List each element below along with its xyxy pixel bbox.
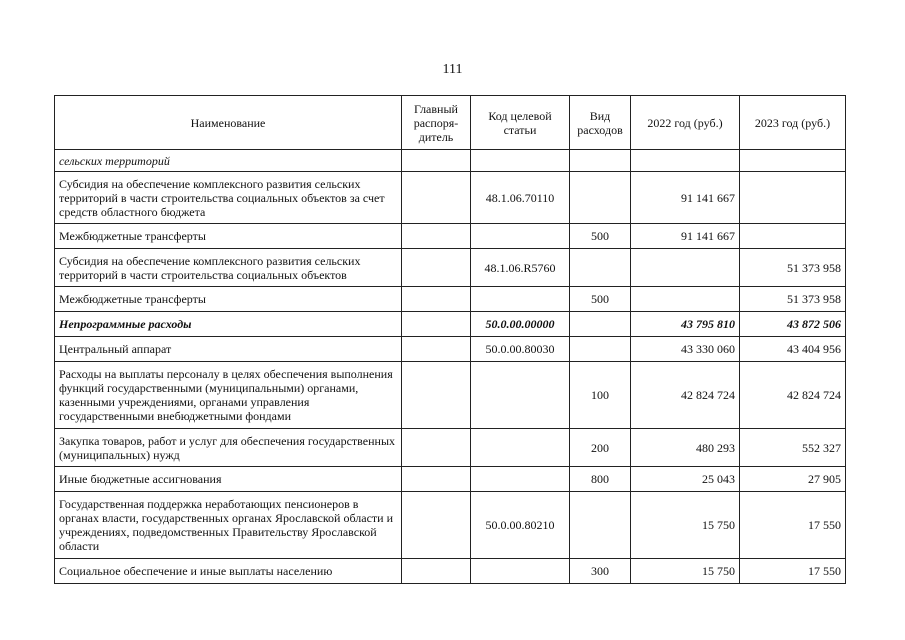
cell-type — [570, 337, 631, 362]
cell-2022: 15 750 — [631, 559, 740, 584]
table-row — [55, 150, 846, 172]
cell-code — [471, 559, 570, 584]
table-row — [55, 287, 846, 312]
cell-type: 500 — [570, 287, 631, 312]
cell-admin — [402, 492, 471, 559]
table-row — [55, 249, 846, 287]
cell-2022 — [631, 287, 740, 312]
cell-code: 50.0.00.80210 — [471, 492, 570, 559]
cell-type: 200 — [570, 429, 631, 467]
table-row — [55, 559, 846, 584]
cell-2022: 43 330 060 — [631, 337, 740, 362]
table-row — [55, 467, 846, 492]
cell-admin — [402, 224, 471, 249]
cell-name: Центральный аппарат — [55, 337, 402, 362]
table-row — [55, 429, 846, 467]
cell-code: 48.1.06.R5760 — [471, 249, 570, 287]
cell-type — [570, 249, 631, 287]
cell-code: 50.0.00.00000 — [471, 312, 570, 337]
header-code: Код целевой статьи — [471, 96, 570, 150]
cell-code — [471, 467, 570, 492]
table-header-row — [55, 96, 846, 150]
cell-2023: 552 327 — [740, 429, 846, 467]
header-type: Вид расходов — [570, 96, 631, 150]
table-row — [55, 172, 846, 224]
header-2023: 2023 год (руб.) — [740, 96, 846, 150]
cell-2023: 27 905 — [740, 467, 846, 492]
cell-admin — [402, 337, 471, 362]
header-2022: 2022 год (руб.) — [631, 96, 740, 150]
cell-type: 300 — [570, 559, 631, 584]
cell-2023: 17 550 — [740, 559, 846, 584]
cell-code — [471, 362, 570, 429]
cell-2022 — [631, 150, 740, 172]
cell-2023: 51 373 958 — [740, 249, 846, 287]
cell-admin — [402, 312, 471, 337]
cell-2023: 17 550 — [740, 492, 846, 559]
cell-name: Расходы на выплаты персоналу в целях обеспечения выполнения функций государственными (муниципальными) органами, казенными учреждениями, органами управления государственными внебюджетными фондами — [55, 362, 402, 429]
cell-type — [570, 312, 631, 337]
cell-2023: 43 404 956 — [740, 337, 846, 362]
cell-2023: 51 373 958 — [740, 287, 846, 312]
cell-2022: 480 293 — [631, 429, 740, 467]
cell-name: Субсидия на обеспечение комплексного развития сельских территорий в части строительства социальных объектов — [55, 249, 402, 287]
cell-admin — [402, 559, 471, 584]
table-row — [55, 362, 846, 429]
cell-admin — [402, 150, 471, 172]
cell-name: Социальное обеспечение и иные выплаты населению — [55, 559, 402, 584]
header-name: Наименование — [55, 96, 402, 150]
table-row — [55, 312, 846, 337]
cell-type — [570, 492, 631, 559]
cell-2022 — [631, 249, 740, 287]
cell-admin — [402, 362, 471, 429]
cell-admin — [402, 429, 471, 467]
cell-admin — [402, 249, 471, 287]
cell-name: Государственная поддержка неработающих пенсионеров в органах власти, государственных органах Ярославской области и учреждениях, подведомственных Правительству Ярославской области — [55, 492, 402, 559]
cell-2023 — [740, 224, 846, 249]
cell-admin — [402, 172, 471, 224]
cell-2023: 43 872 506 — [740, 312, 846, 337]
table-row — [55, 337, 846, 362]
cell-type — [570, 172, 631, 224]
cell-2022: 43 795 810 — [631, 312, 740, 337]
cell-type — [570, 150, 631, 172]
cell-code: 50.0.00.80030 — [471, 337, 570, 362]
cell-2022: 25 043 — [631, 467, 740, 492]
cell-admin — [402, 287, 471, 312]
cell-code — [471, 287, 570, 312]
cell-name: Закупка товаров, работ и услуг для обеспечения государственных (муниципальных) нужд — [55, 429, 402, 467]
cell-name: Иные бюджетные ассигнования — [55, 467, 402, 492]
cell-code — [471, 224, 570, 249]
cell-code — [471, 429, 570, 467]
cell-code — [471, 150, 570, 172]
cell-2023 — [740, 150, 846, 172]
cell-2022: 42 824 724 — [631, 362, 740, 429]
cell-2023 — [740, 172, 846, 224]
cell-2023: 42 824 724 — [740, 362, 846, 429]
cell-2022: 91 141 667 — [631, 172, 740, 224]
cell-name: Непрограммные расходы — [55, 312, 402, 337]
header-admin: Главный распоря-дитель — [402, 96, 471, 150]
budget-table — [54, 95, 846, 584]
cell-name: Межбюджетные трансферты — [55, 224, 402, 249]
table-row — [55, 224, 846, 249]
cell-name: Субсидия на обеспечение комплексного развития сельских территорий в части строительства социальных объектов за счет средств областного бюджета — [55, 172, 402, 224]
cell-type: 500 — [570, 224, 631, 249]
cell-type: 800 — [570, 467, 631, 492]
cell-admin — [402, 467, 471, 492]
cell-2022: 15 750 — [631, 492, 740, 559]
cell-name: Межбюджетные трансферты — [55, 287, 402, 312]
page-number: 111 — [442, 62, 463, 77]
cell-name: сельских территорий — [55, 150, 402, 172]
cell-type: 100 — [570, 362, 631, 429]
cell-2022: 91 141 667 — [631, 224, 740, 249]
cell-code: 48.1.06.70110 — [471, 172, 570, 224]
table-row — [55, 492, 846, 559]
